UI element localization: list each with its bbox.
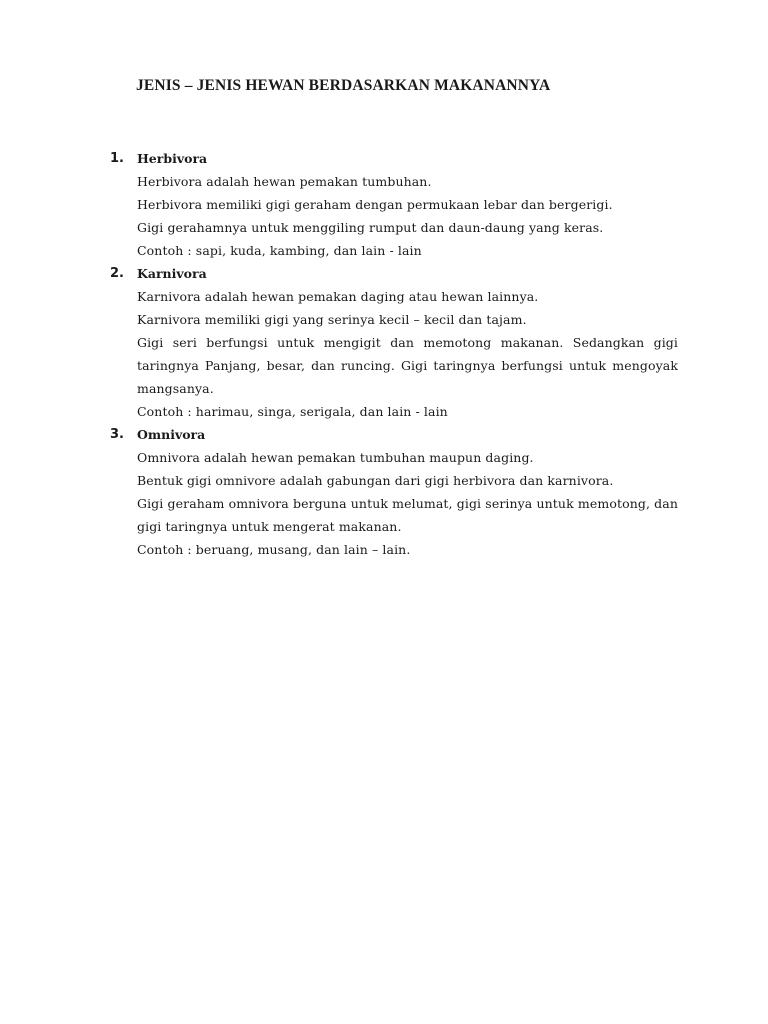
paragraph: Karnivora adalah hewan pemakan daging atau hewan lainnya. (137, 289, 539, 304)
paragraph: Karnivora memiliki gigi yang serinya kecil – kecil dan tajam. (137, 312, 527, 327)
paragraph: Herbivora memiliki gigi geraham dengan permukaan lebar dan bergerigi. (137, 197, 613, 212)
section-header (110, 147, 678, 170)
section-title: Karnivora (137, 266, 207, 281)
section-title: Omnivora (137, 427, 206, 442)
paragraph: Gigi geraham omnivora berguna untuk melumat, gigi serinya untuk memotong, dan gigi taringnya untuk mengerat makanan. (137, 496, 678, 534)
example-line: Contoh : sapi, kuda, kambing, dan lain - lain (137, 243, 422, 258)
paragraph: Gigi gerahamnya untuk menggiling rumput dan daun-daung yang keras. (137, 220, 604, 235)
example-line: Contoh : beruang, musang, dan lain – lain. (137, 542, 411, 557)
section-body (137, 170, 678, 262)
example-line: Contoh : harimau, singa, serigala, dan lain - lain (137, 404, 448, 419)
section-number: 1. (110, 151, 124, 166)
section-header (110, 262, 678, 285)
section-header (110, 423, 678, 446)
section-number: 3. (110, 427, 124, 442)
section-body (137, 285, 678, 423)
page-title: JENIS – JENIS HEWAN BERDASARKAN MAKANANNYA (136, 77, 551, 94)
section-list (110, 147, 678, 561)
paragraph: Herbivora adalah hewan pemakan tumbuhan. (137, 174, 432, 189)
section-omnivora (110, 423, 678, 561)
paragraph: Bentuk gigi omnivore adalah gabungan dari gigi herbivora dan karnivora. (137, 473, 614, 488)
section-body (137, 446, 678, 561)
section-number: 2. (110, 266, 124, 281)
paragraph: Omnivora adalah hewan pemakan tumbuhan maupun daging. (137, 450, 534, 465)
section-herbivora (110, 147, 678, 262)
paragraph: Gigi seri berfungsi untuk mengigit dan memotong makanan. Sedangkan gigi taringnya Panjang, besar, dan runcing. Gigi taringnya berfungsi untuk mengoyak mangsanya. (137, 335, 678, 396)
section-karnivora (110, 262, 678, 423)
section-title: Herbivora (137, 151, 208, 166)
